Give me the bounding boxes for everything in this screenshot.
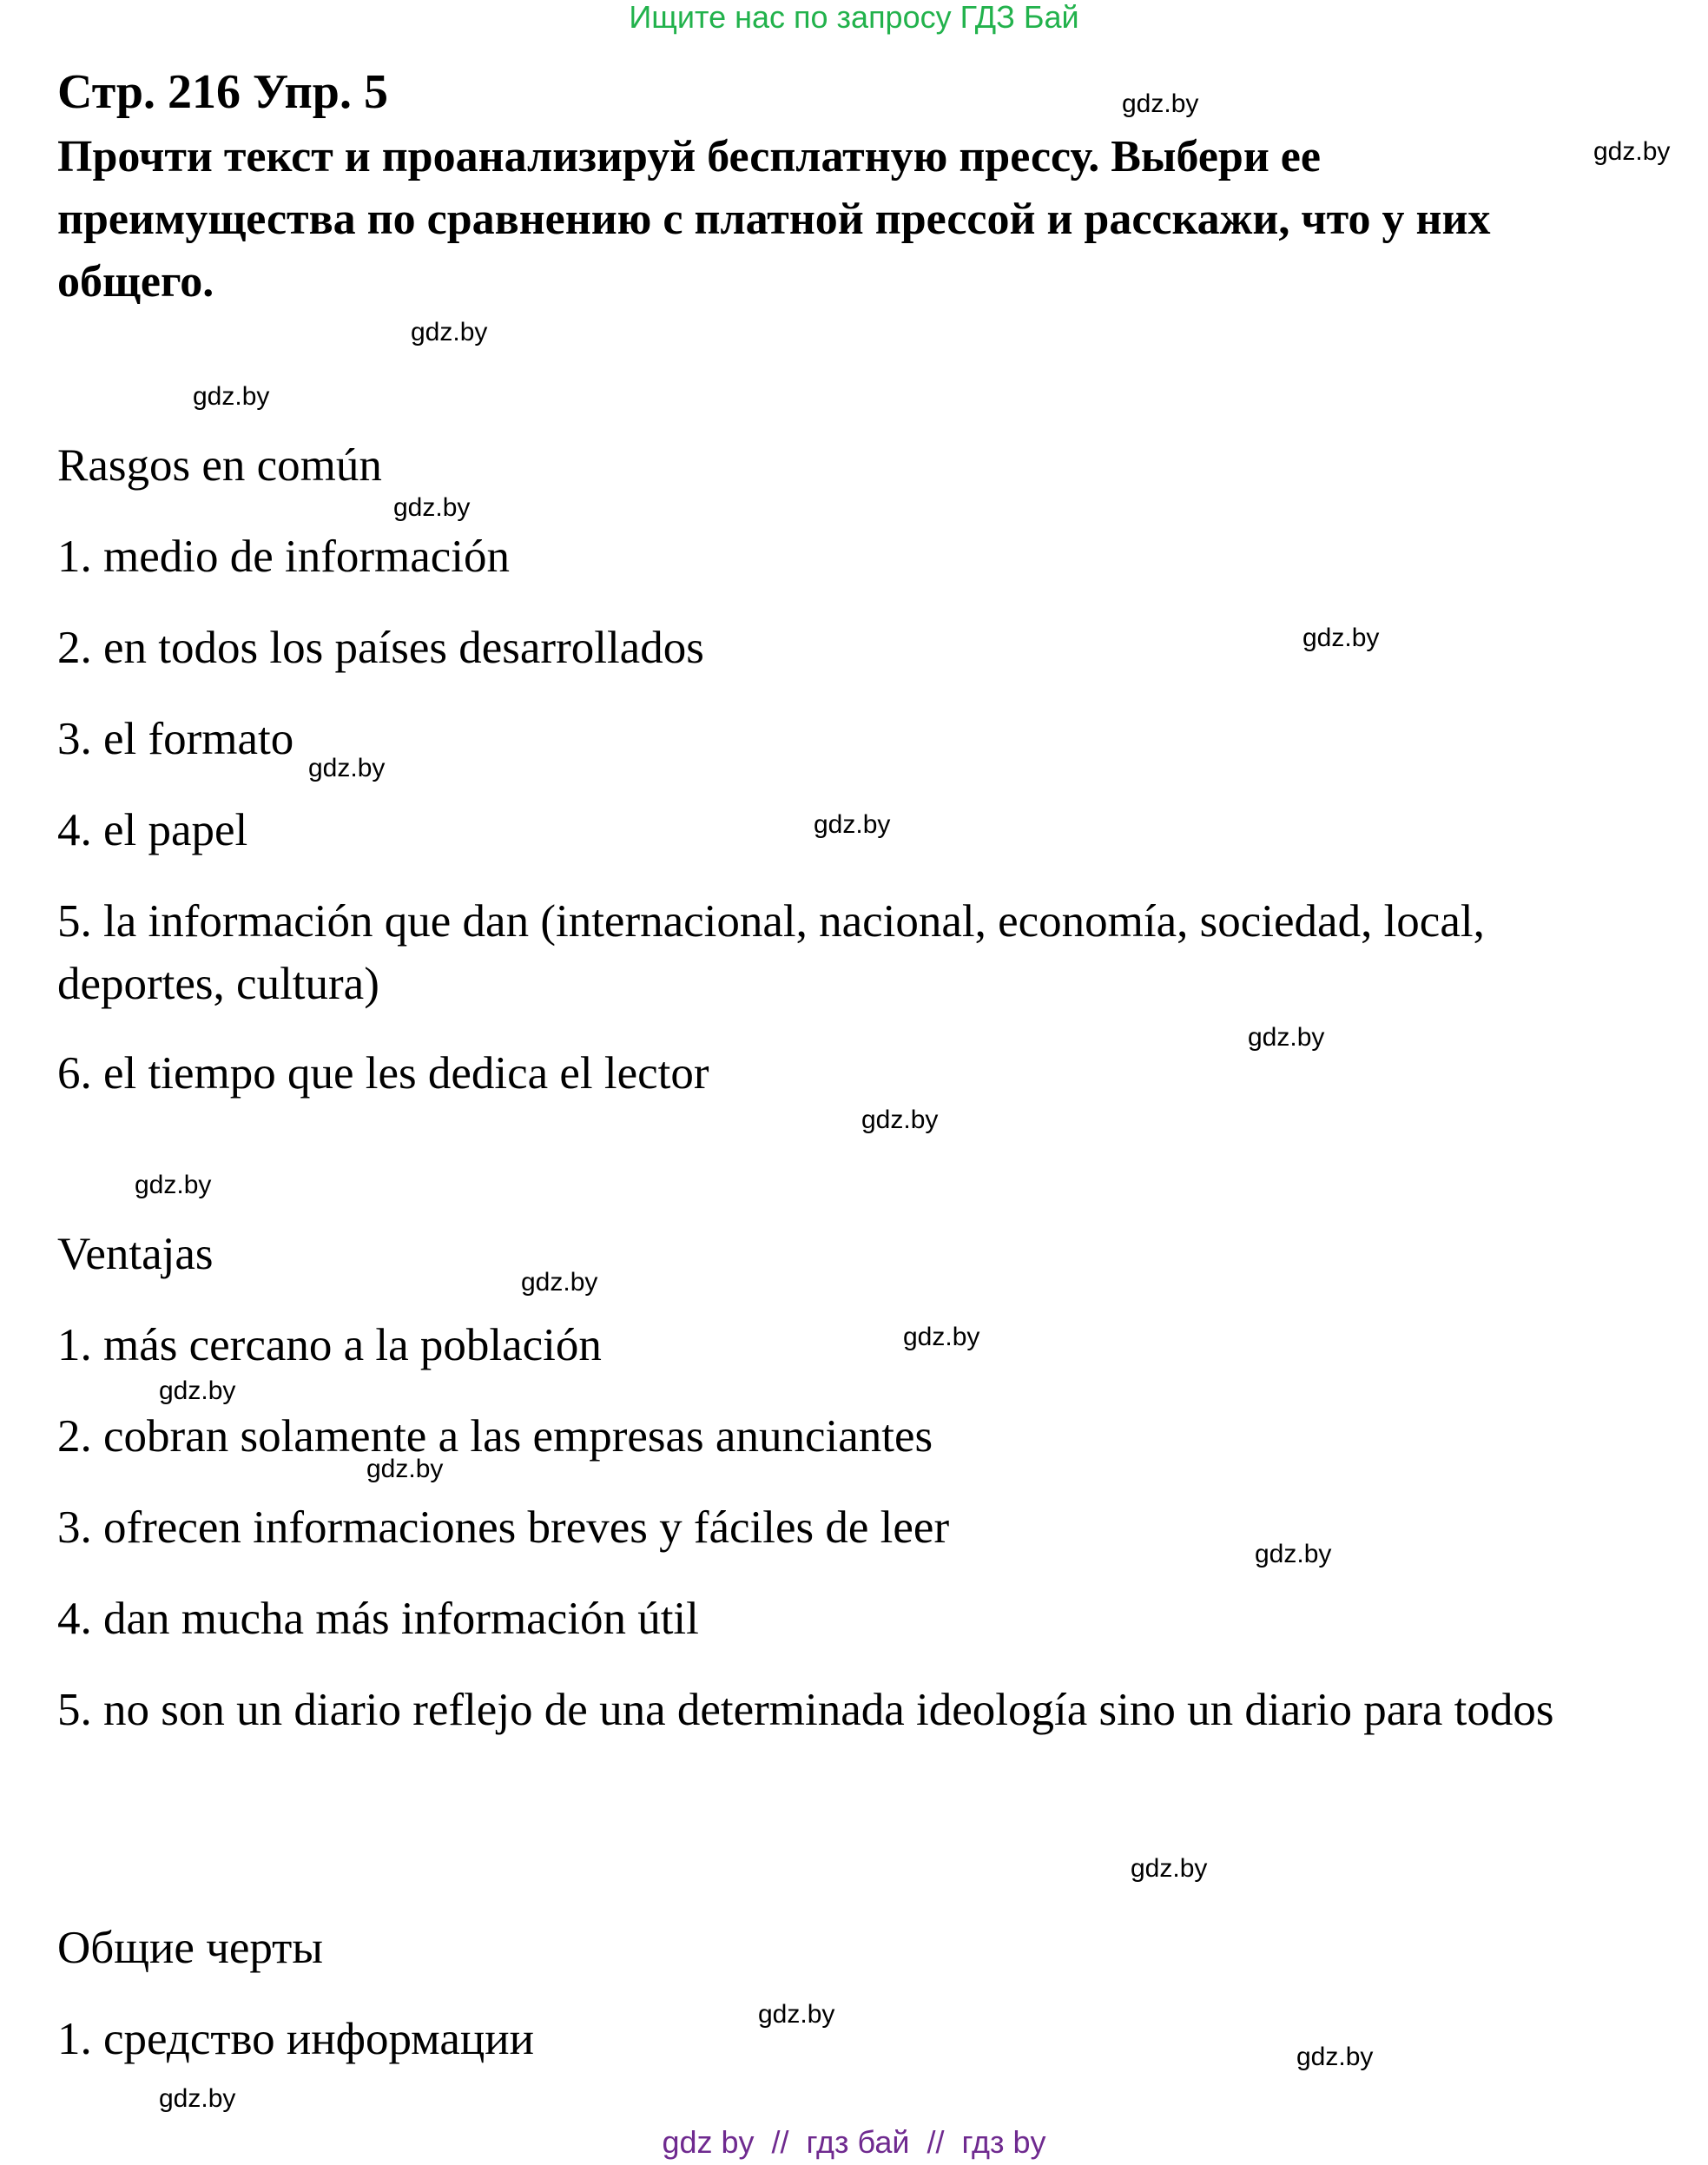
list-item: 4. el papel (57, 805, 248, 855)
section-title-common-ru: Общие черты (57, 1923, 323, 1973)
footer-watermark: gdz by // гдз бай // гдз by (662, 2124, 1046, 2160)
watermark: gdz.by (366, 1455, 444, 1483)
watermark: gdz.by (411, 318, 488, 347)
watermark: gdz.by (159, 2084, 236, 2113)
list-item: 6. el tiempo que les dedica el lector (57, 1048, 709, 1099)
watermark: gdz.by (1593, 137, 1671, 166)
watermark: gdz.by (521, 1268, 598, 1297)
section-title-common: Rasgos en común (57, 440, 382, 491)
watermark: gdz.by (1255, 1540, 1332, 1568)
watermark: gdz.by (903, 1323, 980, 1351)
task-instructions: Прочти текст и проанализируй бесплатную прессу. Выбери ее преимущества по сравнению с платной прессой и расскажи, что у них общего. (57, 132, 1491, 307)
watermark: gdz.by (393, 493, 471, 522)
list-item: 2. cobran solamente a las empresas anunciantes (57, 1411, 933, 1462)
watermark: gdz.by (861, 1106, 939, 1134)
watermark: gdz.by (1248, 1023, 1325, 1052)
list-item: 3. el formato (57, 714, 294, 764)
watermark: gdz.by (159, 1376, 236, 1405)
list-item: 3. ofrecen informaciones breves y fáciles de leer (57, 1502, 950, 1553)
top-banner: Ищите нас по запросу ГДЗ Бай (629, 0, 1079, 35)
section-title-advantages: Ventajas (57, 1229, 214, 1279)
watermark: gdz.by (135, 1171, 212, 1199)
watermark: gdz.by (758, 2000, 835, 2029)
watermark: gdz.by (1122, 89, 1199, 118)
list-item: 4. dan mucha más información útil (57, 1594, 699, 1644)
list-item: 2. en todos los países desarrollados (57, 623, 704, 673)
watermark: gdz.by (1296, 2043, 1374, 2071)
list-item: 1. средство информации (57, 2014, 534, 2064)
list-item: 5. la información que dan (internacional, nacional, economía, sociedad, local, deportes, cultura) (57, 896, 1485, 1009)
watermark: gdz.by (1131, 1854, 1208, 1883)
watermark: gdz.by (193, 382, 270, 411)
watermark: gdz.by (308, 754, 386, 782)
exercise-reference: Стр. 216 Упр. 5 (57, 65, 388, 119)
list-item: 5. no son un diario reflejo de una determinada ideología sino un diario para todos (57, 1685, 1554, 1735)
list-item: 1. medio de información (57, 531, 511, 582)
watermark: gdz.by (1302, 624, 1380, 652)
watermark: gdz.by (814, 810, 891, 839)
list-item: 1. más cercano a la población (57, 1320, 602, 1370)
